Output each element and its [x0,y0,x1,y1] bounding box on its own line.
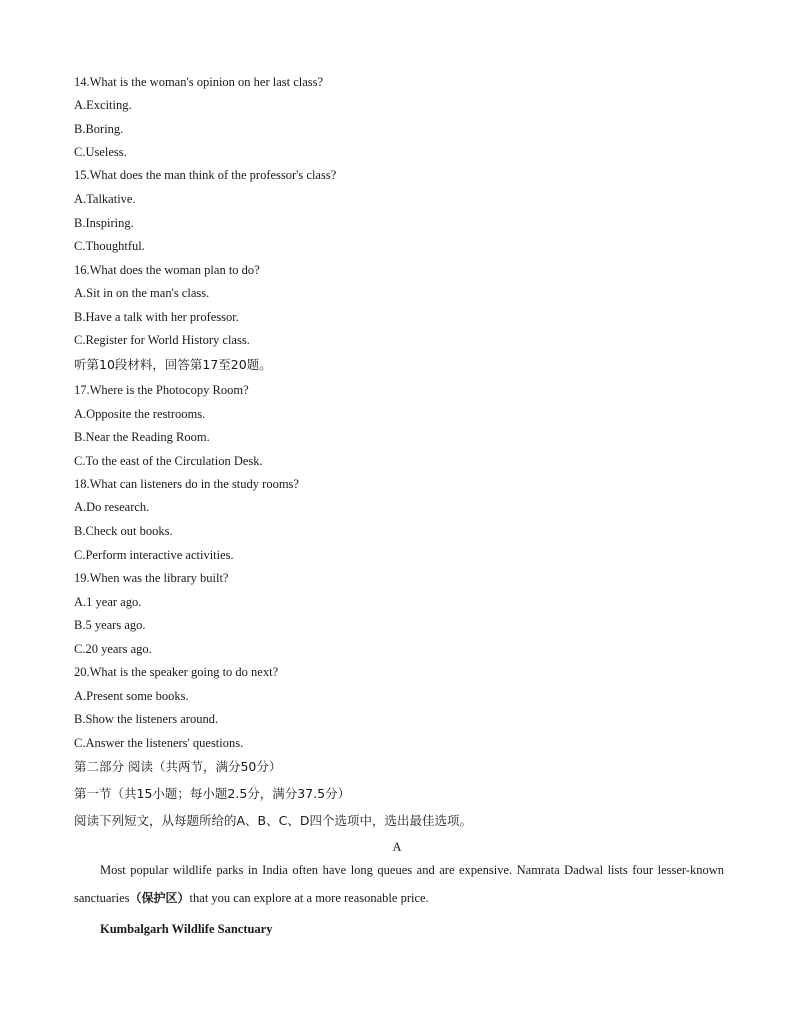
passage-intro-cn: （保护区） [129,891,190,905]
option-16a: A.Sit in on the man's class. [74,286,210,300]
passage-intro-part1: Most popular wildlife parks in India often have long queues and are expensive. Namrata Dadwal lists four lesser-known sanctuaries [74,863,724,905]
option-20a: A.Present some books. [74,689,189,703]
question-19: 19.When was the library built? [74,571,229,585]
option-17b: B.Near the Reading Room. [74,430,210,444]
passage-intro-part2: that you can explore at a more reasonable price. [189,891,429,905]
question-20: 20.What is the speaker going to do next? [74,665,279,679]
question-14: 14.What is the woman's opinion on her last class? [74,75,324,89]
option-17a: A.Opposite the restrooms. [74,407,206,421]
part-two-title: 第二部分 阅读（共两节，满分50分） [74,759,282,774]
question-16: 16.What does the woman plan to do? [74,263,260,277]
reading-instruction: 阅读下列短文，从每题所给的A、B、C、D四个选项中，选出最佳选项。 [74,813,472,828]
option-15a: A.Talkative. [74,192,136,206]
option-18a: A.Do research. [74,500,150,514]
option-19c: C.20 years ago. [74,642,152,656]
section-one-title: 第一节（共15小题；每小题2.5分，满分37.5分） [74,786,351,801]
option-19b: B.5 years ago. [74,618,146,632]
option-20c: C.Answer the listeners' questions. [74,736,244,750]
option-16c: C.Register for World History class. [74,333,250,347]
question-18: 18.What can listeners do in the study rooms? [74,477,299,491]
option-19a: A.1 year ago. [74,595,142,609]
question-17: 17.Where is the Photocopy Room? [74,383,249,397]
passage-label: A [392,840,402,854]
sanctuary-heading: Kumbalgarh Wildlife Sanctuary [100,922,273,936]
option-18c: C.Perform interactive activities. [74,548,234,562]
option-18b: B.Check out books. [74,524,173,538]
option-15b: B.Inspiring. [74,216,134,230]
option-20b: B.Show the listeners around. [74,712,219,726]
option-15c: C.Thoughtful. [74,239,145,253]
passage-intro [74,856,724,912]
option-14a: A.Exciting. [74,98,132,112]
option-16b: B.Have a talk with her professor. [74,310,239,324]
material10-instruction: 听第10段材料，回答第17至20题。 [74,357,272,372]
option-14c: C.Useless. [74,145,127,159]
option-17c: C.To the east of the Circulation Desk. [74,454,263,468]
question-15: 15.What does the man think of the professor's class? [74,168,337,182]
option-14b: B.Boring. [74,122,124,136]
